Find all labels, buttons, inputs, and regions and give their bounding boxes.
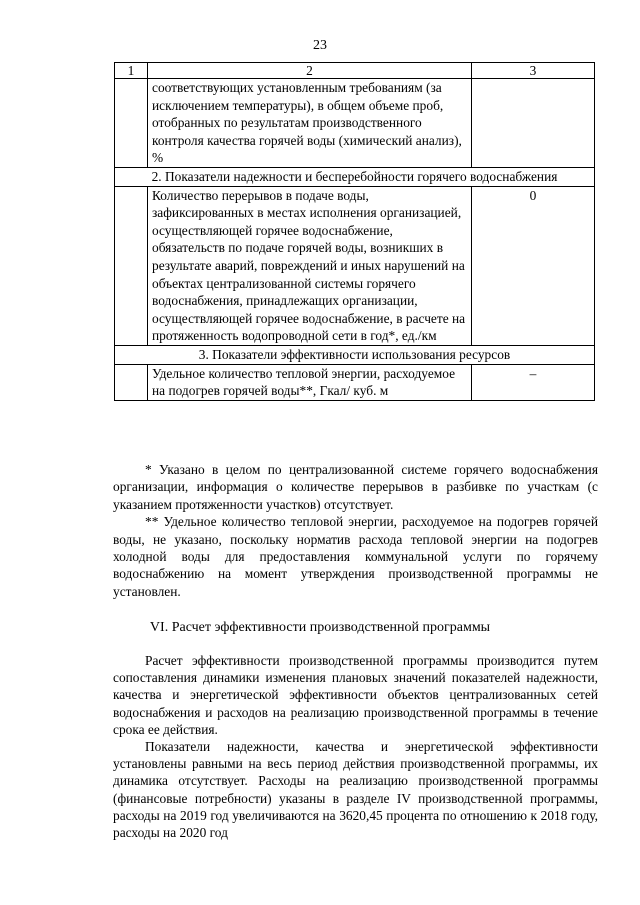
- table-section-row: [115, 345, 595, 364]
- indicator-name-cell: соответствующих установленным требованиям (за исключением температуры), в общем объеме проб, отобранных по результатам производственного контроля качества горячей воды (химический анализ), %: [148, 79, 472, 168]
- footnote-1: * Указано в целом по централизованной системе горячего водоснабжения организации, информация о количестве перерывов в разбивке по участкам (с указанием протяженности участков) отсутствует.: [113, 462, 598, 512]
- page-number: 23: [313, 38, 327, 53]
- header-col-1: 1: [115, 63, 148, 79]
- paragraph-1: Расчет эффективности производственной программы производится путем сопоставления динамики изменения плановых значений показателей надежности, качества и энергетической эффективности объектов централизованных сетей водоснабжения и расходов на реализацию производственной программы в течение срока ее действия.: [113, 653, 598, 737]
- indicator-value-cell: 0: [472, 186, 595, 345]
- section-3-title: 3. Показатели эффективности использования ресурсов: [115, 345, 595, 364]
- table-row: [115, 364, 595, 400]
- table-header-row: [115, 63, 595, 79]
- header-col-2: 2: [148, 63, 472, 79]
- table-section-row: [115, 167, 595, 186]
- table-row: [115, 186, 595, 345]
- paragraph-2: Показатели надежности, качества и энергетической эффективности установлены равными на весь период действия производственной программы, их динамика отсутствует. Расходы на реализацию производственной программы (финансовые потребности) указаны в разделе IV производственной программы, расходы на 2019 год увеличиваются на 3620,45 процента по отношению к 2018 году, расходы на 2020 год: [113, 739, 598, 841]
- body-text: [113, 652, 598, 841]
- section-2-title: 2. Показатели надежности и бесперебойности горячего водоснабжения: [115, 167, 595, 186]
- row-number-cell: [115, 186, 148, 345]
- indicator-name-cell: Количество перерывов в подаче воды, зафиксированных в местах исполнения организацией, осуществляющей горячее водоснабжение, обязательств по подаче горячей воды, возникших в результате аварий, повреждений и иных нарушений на объектах централизованной системы горячего водоснабжения, принадлежащих организации, осуществляющей горячее водоснабжение, в расчете на протяженность водопроводной сети в год*, ед./км: [148, 186, 472, 345]
- footnotes: [113, 461, 598, 600]
- section-heading: VI. Расчет эффективности производственной программы: [149, 620, 491, 635]
- indicator-value-cell: [472, 79, 595, 168]
- header-col-3: 3: [472, 63, 595, 79]
- table-row: [115, 79, 595, 168]
- indicator-value-cell: –: [472, 364, 595, 400]
- indicators-table: [114, 62, 595, 401]
- row-number-cell: [115, 79, 148, 168]
- row-number-cell: [115, 364, 148, 400]
- footnote-2: ** Удельное количество тепловой энергии, расходуемое на подогрев горячей воды, не указано, поскольку норматив расхода тепловой энергии на подогрев холодной воды для предоставления коммунальной услуги по горячему водоснабжению на момент утверждения производственной программы не установлен.: [113, 514, 598, 599]
- indicator-name-cell: Удельное количество тепловой энергии, расходуемое на подогрев горячей воды**, Гкал/ куб. м: [148, 364, 472, 400]
